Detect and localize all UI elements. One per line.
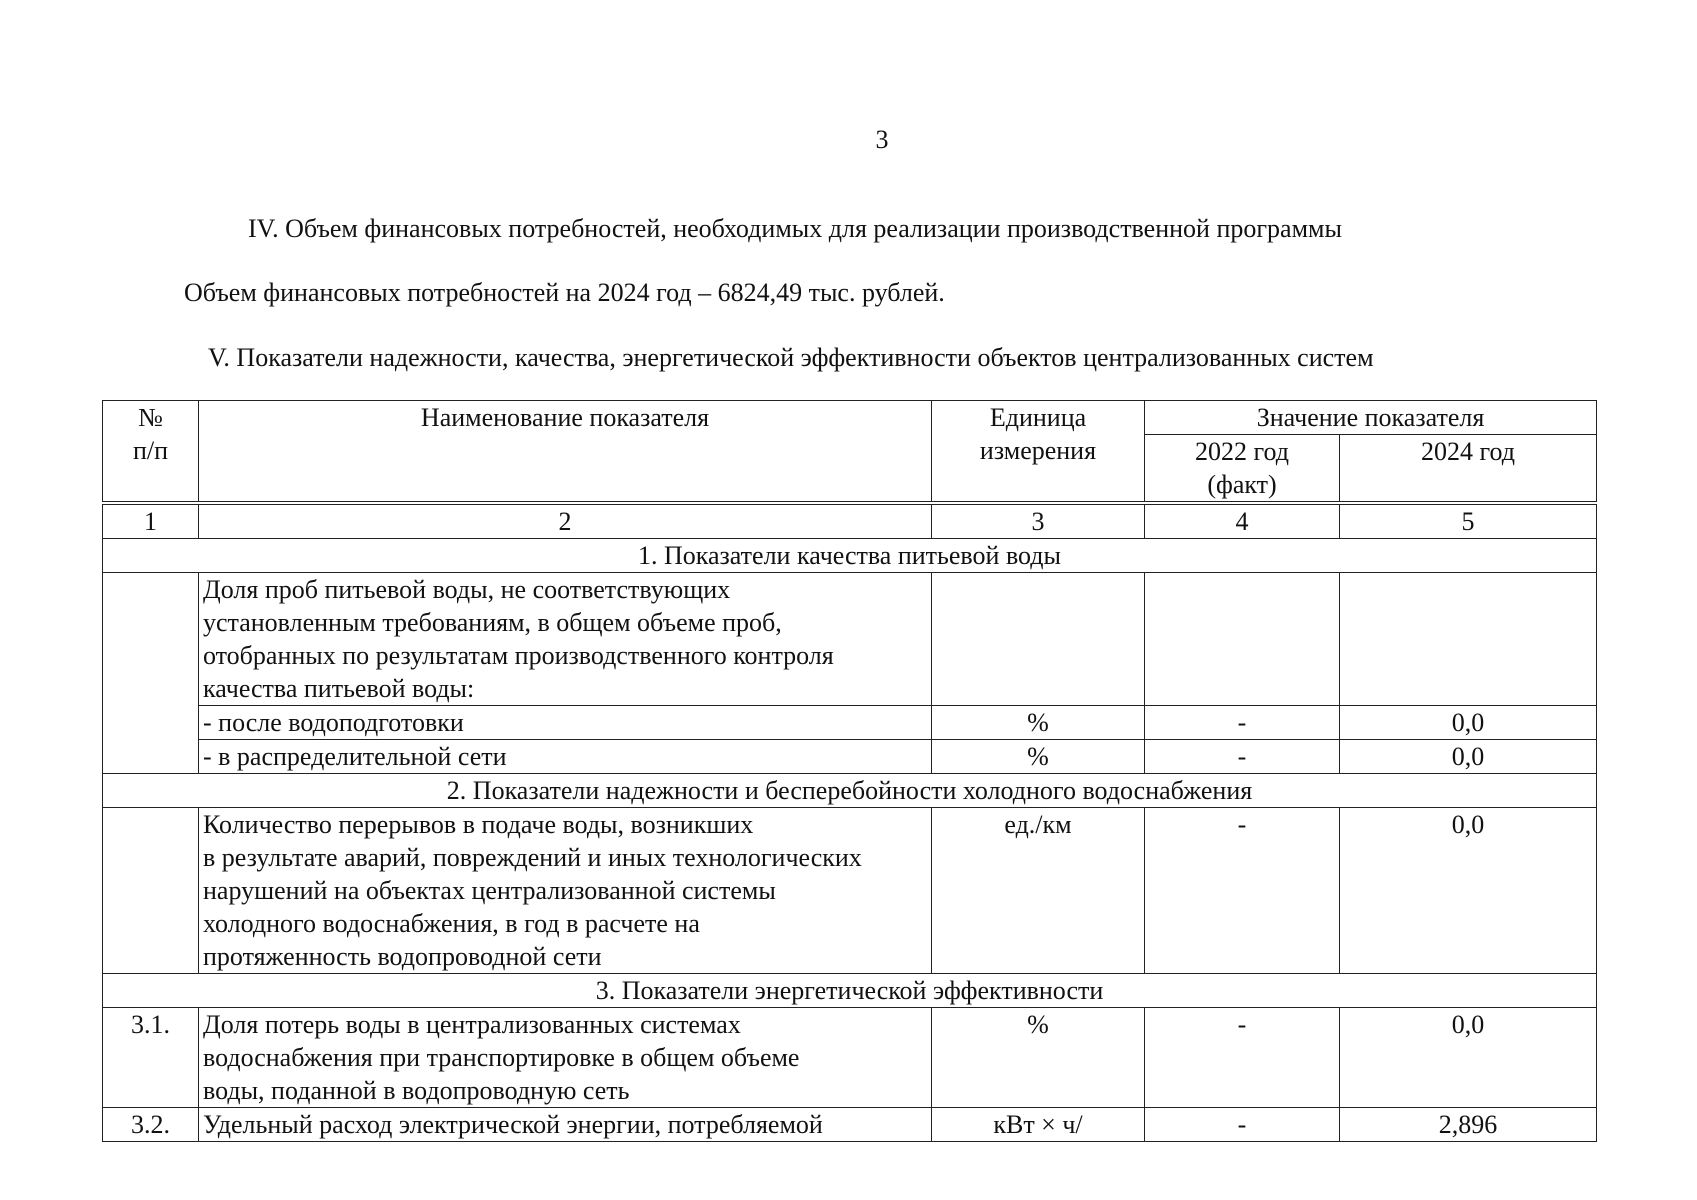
column-number: 4 — [1145, 503, 1340, 539]
section-title: 3. Показатели энергетической эффективности — [103, 974, 1597, 1008]
header-unit: Единица измерения — [932, 401, 1145, 504]
value-2022-cell: - — [1145, 808, 1340, 974]
value-2024-cell: 2,896 — [1340, 1108, 1597, 1142]
value-2022-cell: - — [1145, 1108, 1340, 1142]
row-number — [103, 573, 199, 774]
indicator-name: Доля проб питьевой воды, не соответствующих установленным требованиям, в общем объеме проб, отобранных по результатам производственного контроля качества питьевой воды: — [199, 573, 932, 706]
indicator-name: - после водоподготовки — [199, 706, 932, 740]
indicator-name: Удельный расход электрической энергии, потребляемой — [199, 1108, 932, 1142]
unit-cell: % — [932, 740, 1145, 774]
value-2024-cell: 0,0 — [1340, 740, 1597, 774]
header-number: № п/п — [103, 401, 199, 504]
section-title: 1. Показатели качества питьевой воды — [103, 539, 1597, 573]
financial-volume-text: Объем финансовых потребностей на 2024 год – 6824,49 тыс. рублей. — [184, 278, 945, 307]
row-number — [103, 808, 199, 974]
value-2022-cell — [1145, 573, 1340, 706]
unit-cell: % — [932, 1008, 1145, 1108]
table-row — [103, 573, 1597, 706]
value-2022-cell: - — [1145, 1008, 1340, 1108]
header-year-2022: 2022 год (факт) — [1145, 435, 1340, 504]
unit-cell: % — [932, 706, 1145, 740]
table-row — [103, 1008, 1597, 1108]
indicator-name: Количество перерывов в подаче воды, возникших в результате аварий, повреждений и иных технологических нарушений на объектах централизованной системы холодного водоснабжения, в год в расчете на протяженность водопроводной сети — [199, 808, 932, 974]
indicators-table — [102, 400, 1597, 1142]
column-numbers-row — [103, 503, 1597, 539]
indicator-name: - в распределительной сети — [199, 740, 932, 774]
section-title: 2. Показатели надежности и бесперебойности холодного водоснабжения — [103, 774, 1597, 808]
header-year-2024: 2024 год — [1340, 435, 1597, 504]
column-number: 2 — [199, 503, 932, 539]
value-2024-cell: 0,0 — [1340, 1008, 1597, 1108]
row-number: 3.1. — [103, 1008, 199, 1108]
value-2024-cell: 0,0 — [1340, 808, 1597, 974]
section-2-header — [103, 774, 1597, 808]
unit-cell: ед./км — [932, 808, 1145, 974]
table-row — [103, 740, 1597, 774]
indicator-name: Доля потерь воды в централизованных системах водоснабжения при транспортировке в общем объеме воды, поданной в водопроводную сеть — [199, 1008, 932, 1108]
page-number: 3 — [875, 125, 889, 154]
table-row — [103, 706, 1597, 740]
unit-cell — [932, 573, 1145, 706]
section-1-header — [103, 539, 1597, 573]
value-2022-cell: - — [1145, 740, 1340, 774]
column-number: 1 — [103, 503, 199, 539]
section-heading-iv: IV. Объем финансовых потребностей, необходимых для реализации производственной программы — [248, 214, 1342, 243]
value-2024-cell — [1340, 573, 1597, 706]
header-value: Значение показателя — [1145, 401, 1597, 435]
header-row-1 — [103, 401, 1597, 435]
value-2022-cell: - — [1145, 706, 1340, 740]
section-3-header — [103, 974, 1597, 1008]
header-indicator-name: Наименование показателя — [199, 401, 932, 504]
value-2024-cell: 0,0 — [1340, 706, 1597, 740]
table-row — [103, 1108, 1597, 1142]
unit-cell: кВт × ч/ — [932, 1108, 1145, 1142]
row-number: 3.2. — [103, 1108, 199, 1142]
table-row — [103, 808, 1597, 974]
column-number: 5 — [1340, 503, 1597, 539]
column-number: 3 — [932, 503, 1145, 539]
section-heading-v: V. Показатели надежности, качества, энергетической эффективности объектов централизованных систем — [208, 343, 1374, 372]
